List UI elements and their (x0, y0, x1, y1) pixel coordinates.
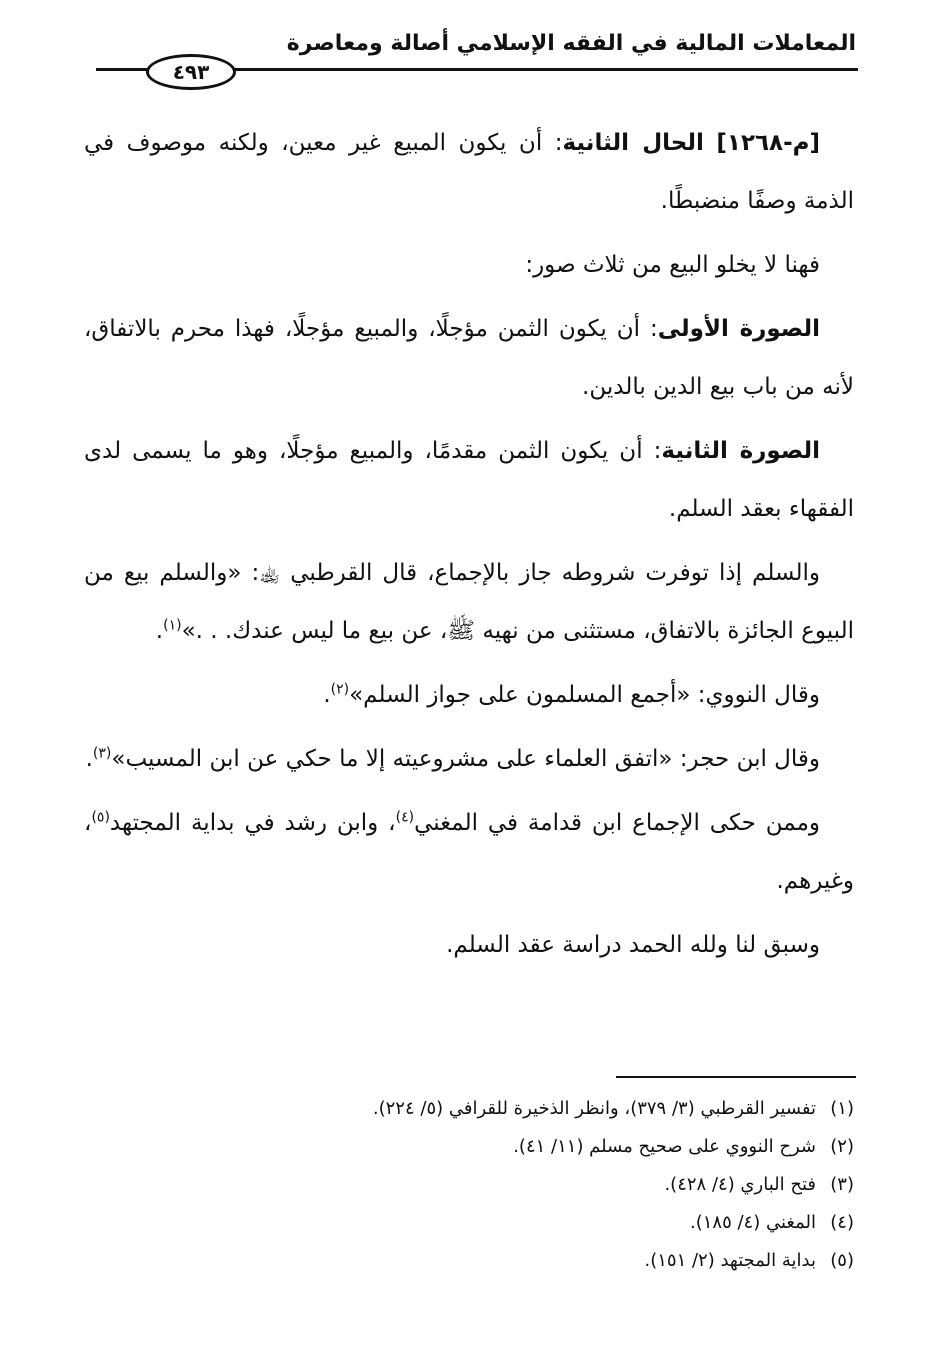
ibn-hajar-quote-text: وقال ابن حجر: «اتفق العلماء على مشروعيته إلا ما حكي عن ابن المسيب» (111, 746, 820, 772)
footnote-number: (١) (830, 1098, 854, 1119)
footnote-separator (616, 1076, 856, 1078)
footnote-item (84, 1166, 854, 1204)
footnote-item (84, 1128, 854, 1166)
body-text (84, 114, 854, 980)
form-two-heading: الصورة الثانية (661, 438, 821, 464)
consensus-text-c: ، وغيرهم. (84, 810, 854, 894)
paragraph-three-forms: فهنا لا يخلو البيع من ثلاث صور: (525, 252, 820, 278)
footnote-item (84, 1090, 854, 1128)
paragraph-form-one (84, 300, 854, 416)
footnote-number: (٢) (830, 1136, 854, 1157)
footnote-item (84, 1242, 854, 1280)
sentence-period: . (85, 746, 93, 772)
footnote-ref-5: (٥) (91, 809, 110, 826)
sentence-period: . (155, 618, 164, 644)
paragraph-form-two (84, 422, 854, 538)
footnote-ref-2: (٢) (330, 681, 350, 698)
footnote-ref-3: (٣) (92, 745, 112, 762)
footnote-number: (٤) (830, 1212, 854, 1233)
footnote-text: المغني (٤/ ١٨٥). (690, 1212, 816, 1233)
form-one-heading: الصورة الأولى (657, 316, 820, 342)
case-text: : أن يكون المبيع غير معين، ولكنه موصوف في الذمة وصفًا منضبطًا. (84, 130, 854, 214)
footnote-item (84, 1204, 854, 1242)
paragraph-qurtubi-quote (84, 544, 854, 660)
footnote-text: شرح النووي على صحيح مسلم (١١/ ٤١). (513, 1136, 816, 1157)
running-title: المعاملات المالية في الفقه الإسلامي أصالة ومعاصرة (286, 31, 856, 56)
footnote-number: (٣) (830, 1174, 854, 1195)
qurtubi-quote-text: والسلم إذا توفرت شروطه جاز بالإجماع، قال القرطبي ﵀: «والسلم بيع من البيوع الجائزة بالاتفاق، مستثنى من نهيه ﷺ، عن بيع ما ليس عندك. . .» (84, 560, 854, 644)
paragraph-case-two (84, 114, 854, 230)
footnote-ref-4: (٤) (395, 809, 415, 826)
page-number: ٤٩٣ (146, 54, 236, 90)
footnote-text: فتح الباري (٤/ ٤٢٨). (664, 1174, 816, 1195)
case-reference: [م-١٢٦٨] (716, 130, 820, 156)
form-one-text: : أن يكون الثمن مؤجلًا، والمبيع مؤجلًا، فهذا محرم بالاتفاق، لأنه من باب بيع الدين بالدين. (84, 316, 854, 400)
consensus-text-b: ، وابن رشد في بداية المجتهد (109, 810, 396, 836)
case-heading: الحال الثانية (562, 130, 704, 156)
footnote-ref-1: (١) (163, 617, 182, 634)
paragraph-consensus (84, 794, 854, 910)
consensus-text-a: وممن حكى الإجماع ابن قدامة في المغني (414, 810, 820, 836)
footnote-text: تفسير القرطبي (٣/ ٣٧٩)، وانظر الذخيرة للقرافي (٥/ ٢٢٤). (372, 1098, 816, 1119)
sentence-period: . (323, 682, 331, 708)
paragraph-salam-study: وسبق لنا ولله الحمد دراسة عقد السلم. (446, 932, 820, 958)
footnote-text: بداية المجتهد (٢/ ١٥١). (644, 1250, 816, 1271)
paragraph-ibn-hajar-quote (84, 730, 854, 788)
footnote-number: (٥) (830, 1250, 854, 1271)
footnotes (84, 1090, 854, 1280)
nawawi-quote-text: وقال النووي: «أجمع المسلمون على جواز السلم» (349, 682, 820, 708)
form-two-text: : أن يكون الثمن مقدمًا، والمبيع مؤجلًا، وهو ما يسمى لدى الفقهاء بعقد السلم. (84, 438, 854, 522)
paragraph-nawawi-quote (84, 666, 854, 724)
